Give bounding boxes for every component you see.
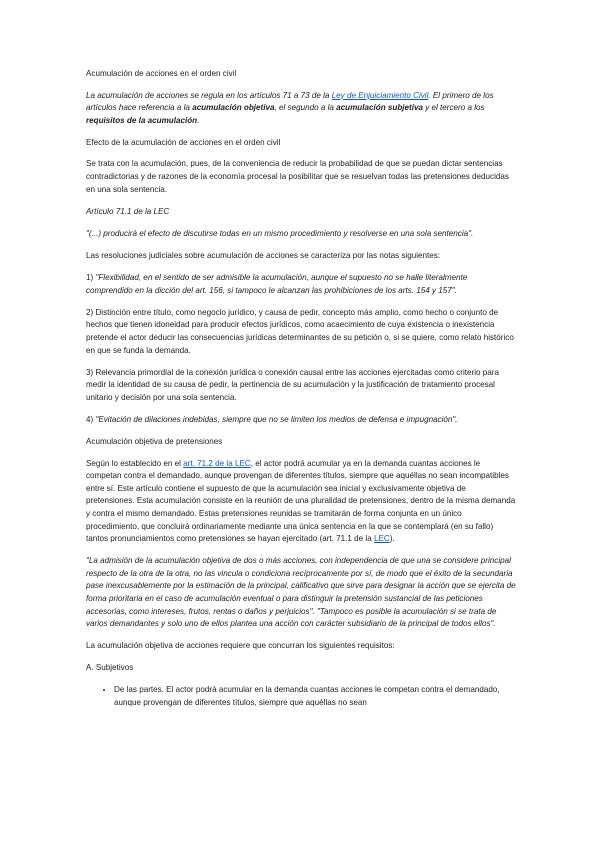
nota-2: 2) Distinción entre título, como negocio jurídico, y causa de pedir, concepto más amplio, como hecho o conjunto de hechos que tienen idoneidad para producir efectos jurídicos, como acaecimiento de cuya existencia o inexistencia pretende el actor deducir las consecuencias jurídicas determinantes de su petición o, si se quiere, como relato histórico en que se funda la demanda. — [86, 307, 514, 355]
lec-link[interactable]: Ley de Enjuiciamiento Civil — [331, 90, 429, 100]
paragraph-notas: Las resoluciones judiciales sobre acumulación de acciones se caracteriza por las notas siguientes: — [86, 250, 441, 260]
intro-text-5: . — [197, 115, 200, 125]
intro-text-1: La acumulación de acciones se regula en los artículos 71 a 73 de la — [86, 90, 332, 100]
document-body — [86, 68, 516, 709]
jurisprudence-quote: "La admisión de la acumulación objetiva de dos o más acciones, con independencia de que una se considere principal respecto de la otra de la otra, no las vincula o condiciona recíprocamente por sí, de modo que el éxito de la secundaria pase inexcusablemente por la estimación de la principal, calificativo que sirve para designar la acción que se ejercita de forma prioritaria en el caso de acumulación eventual o para distinguir la pretensión sustancial de las peticiones accesorias, como intereses, frutos, rentas o daños y perjuicios". "Tampoco es posible la acumulación si se trata de varios demandantes y solo uno de ellos plantea una acción con carácter subsidiario de la principal de todos ellos". — [86, 556, 516, 629]
objetiva-text-3: ). — [389, 534, 395, 544]
document-title: Acumulación de acciones en el orden civil — [86, 69, 237, 78]
lec-link-2[interactable]: LEC — [373, 534, 390, 544]
requirements-list — [86, 684, 516, 709]
intro-text-4: y el tercero a los — [422, 103, 485, 113]
objetiva-text-1: Según lo establecido en el — [86, 458, 184, 468]
nota-1-text: "Flexibilidad, en el sentido de ser admisible la acumulación, aunque el supuesto no se halle literalmente comprendido en la dicción del art. 156, si tampoco le alcanzan las prohibiciones de los arts. 154 y 157". — [86, 273, 468, 295]
section-heading-objetiva: Acumulación objetiva de pretensiones — [86, 436, 223, 446]
nota-4 — [86, 414, 516, 427]
intro-text-3: , el segundo a la — [274, 103, 337, 113]
paragraph-objetiva — [86, 458, 516, 546]
nota-3: 3) Relevancia primordial de la conexión jurídica o conexión causal entre las acciones ejercitadas como criterio para medir la identidad de su causa de pedir, la pertinencia de su acumulación y la justificación de tratamiento procesal unitario y decisión por una sola sentencia. — [86, 367, 499, 402]
intro-bold-2: acumulación subjetiva — [336, 103, 423, 113]
intro-bold-1: acumulación objetiva — [192, 103, 275, 113]
paragraph-requisitos: La acumulación objetiva de acciones requiere que concurran los siguientes requisitos: — [86, 641, 395, 651]
intro-text-2: . El primero de los artículos hace referencia a la — [86, 90, 494, 113]
section-heading-efecto: Efecto de la acumulación de acciones en el orden civil — [86, 137, 281, 147]
bullet-1-text: De las partes. El actor podrá acumular en la demanda cuantas acciones le competan contra el demandado, aunque provengan de diferentes títulos, siempre que aquéllas no sean — [114, 684, 500, 707]
nota-1-number: 1) — [86, 273, 96, 283]
section-heading-subjetivos: A. Subjetivos — [86, 663, 134, 673]
list-item — [114, 684, 516, 709]
nota-4-number: 4) — [86, 414, 96, 424]
intro-bold-3: requisitos de la acumulación — [86, 115, 198, 125]
article-quote: "(...) producirá el efecto de discutirse todas en un mismo procedimiento y resolverse en una sola sentencia". — [86, 228, 474, 238]
intro-paragraph — [86, 90, 516, 128]
nota-4-text: "Evitación de dilaciones indebidas, siempre que no se limiten los medios de defensa e impugnación". — [95, 414, 458, 424]
article-heading: Artículo 71.1 de la LEC — [86, 206, 170, 216]
paragraph-efecto: Se trata con la acumulación, pues, de la conveniencia de reducir la probabilidad de que se puedan dictar sentencias contradictorias y de razones de la economía procesal la posibilitar que se resuelvan todas las pretensiones deducidas en una sola sentencia. — [86, 159, 509, 194]
nota-1 — [86, 272, 516, 297]
objetiva-text-2: , el actor podrá acumular ya en la demanda cuantas acciones le competan contra el demandado, aunque provengan de diferentes títulos, siempre que aquéllas no sean incompatibles entre sí. Este artículo contiene el supuesto de que la acumulación sea inicial y exclusivamente objetiva de pretensiones. Esta acumulación consiste en la reunión de una pluralidad de pretensiones, dentro de la misma demanda y contra el mismo demandado. Estas pretensiones reunidas se tramitarán de forma conjunta en un único procedimiento, que concluirá ordinariamente mediante una única sentencia en la que se contemplará (en su fallo) tantos pronunciamientos como pretensiones se hayan ejercitado (art. 71.1 de la — [86, 458, 516, 544]
art-71-2-link[interactable]: art. 71.2 de la LEC — [183, 458, 251, 468]
